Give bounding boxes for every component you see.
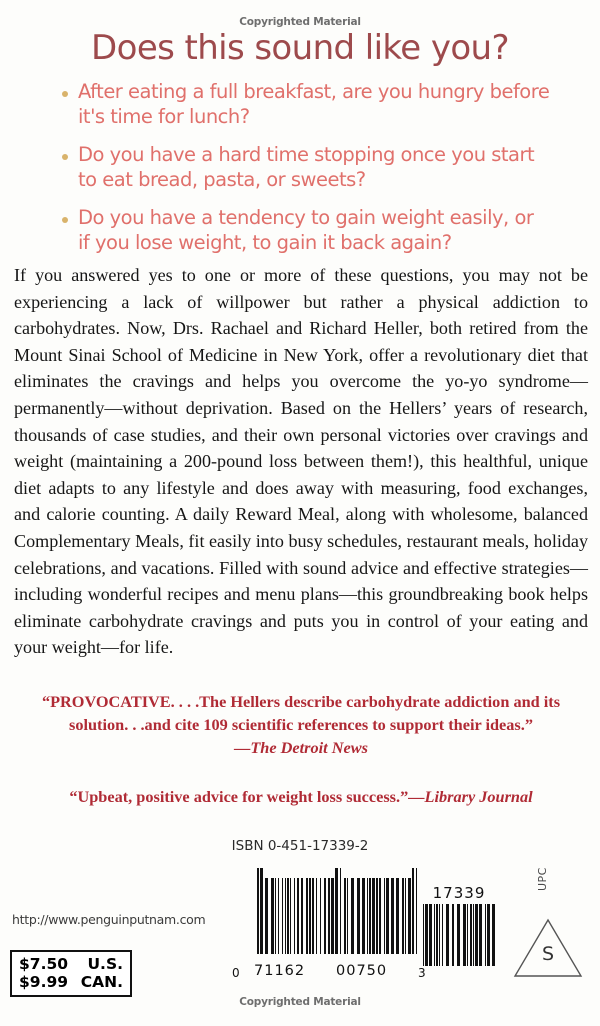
question-text: After eating a full breakfast, are you hungry before it's time for lunch?: [78, 80, 550, 128]
price-row-us: [19, 955, 123, 973]
price-box: [10, 950, 132, 997]
isbn-text: ISBN 0-451-17339-2: [231, 838, 369, 854]
question-list: [62, 80, 550, 269]
upc-barcode-supplement: [423, 884, 495, 966]
review-quote-text: “PROVOCATIVE. . . .The Hellers describe carbohydrate addiction and its solution. . .and cite 109 scientific references to support their ideas.”: [41, 692, 561, 734]
review-quotes: [14, 690, 588, 824]
list-item: [62, 143, 550, 193]
bullet-dot-icon: [62, 91, 68, 97]
upc-group-a: 71162: [254, 963, 306, 979]
review-source-text: —Library Journal: [408, 787, 533, 806]
list-item: [62, 80, 550, 130]
upc-trail-digit: 3: [418, 966, 427, 980]
publisher-url[interactable]: http://www.penguinputnam.com: [12, 912, 206, 927]
barcode-bars: [257, 868, 417, 954]
upc-barcode-main: [257, 868, 417, 954]
review-source-text: —The Detroit News: [234, 738, 368, 757]
price-us-label: U.S.: [87, 955, 123, 973]
bullet-dot-icon: [62, 217, 68, 223]
price-can-amount: $9.99: [19, 973, 69, 991]
upc-group-b: 00750: [336, 963, 388, 979]
upc-mark-letter: S: [541, 943, 555, 965]
upc-lead-digit: 0: [232, 966, 241, 980]
upc-mark-label: UPC: [536, 867, 549, 891]
description-paragraph: If you answered yes to one or more of these questions, you may not be experiencing a lack of willpower but rather a physical addiction to carbohydrates. Now, Drs. Rachael and Richard Heller, both retired from the Mount Sinai School of Medicine in New York, offer a revolutionary diet that eliminates the cravings and helps you overcome the yo-yo syndrome—permanently—without deprivation. Based on the Hellers’ years of research, thousands of case studies, and their own personal victories over cravings and weight (maintaining a 200-pound loss between them!), this healthful, unique diet adapts to any lifestyle and does away with measuring, food exchanges, and calorie counting. A daily Reward Meal, along with wholesome, balanced Complementary Meals, fit easily into busy schedules, restaurant meals, holiday celebrations, and vacations. Filled with sound advice and effective strategies—including wonderful recipes and menu plans—this groundbreaking book helps eliminate carbohydrate cravings and puts you in control of your eating and your weight—for life.: [14, 265, 588, 658]
review-block: [14, 785, 588, 808]
question-text: Do you have a hard time stopping once you start to eat bread, pasta, or sweets?: [78, 142, 535, 191]
upc-certification-mark: [512, 867, 584, 981]
copyright-banner-top: Copyrighted Material: [239, 16, 361, 28]
page-title: Does this sound like you?: [91, 28, 509, 68]
review-quote-text: “Upbeat, positive advice for weight loss success.”: [69, 787, 409, 806]
list-item: [62, 206, 550, 256]
price-us-amount: $7.50: [19, 955, 69, 973]
review-block: [14, 690, 588, 759]
question-text: Do you have a tendency to gain weight easily, or if you lose weight, to gain it back again?: [78, 205, 534, 254]
copyright-banner-bottom: Copyrighted Material: [239, 996, 361, 1008]
review-inline-block: [14, 785, 588, 808]
barcode-bars: [423, 904, 495, 966]
barcode-supplement-number: 17339: [432, 884, 486, 902]
price-can-label: CAN.: [80, 973, 123, 991]
price-row-can: [19, 973, 123, 991]
bullet-dot-icon: [62, 154, 68, 160]
